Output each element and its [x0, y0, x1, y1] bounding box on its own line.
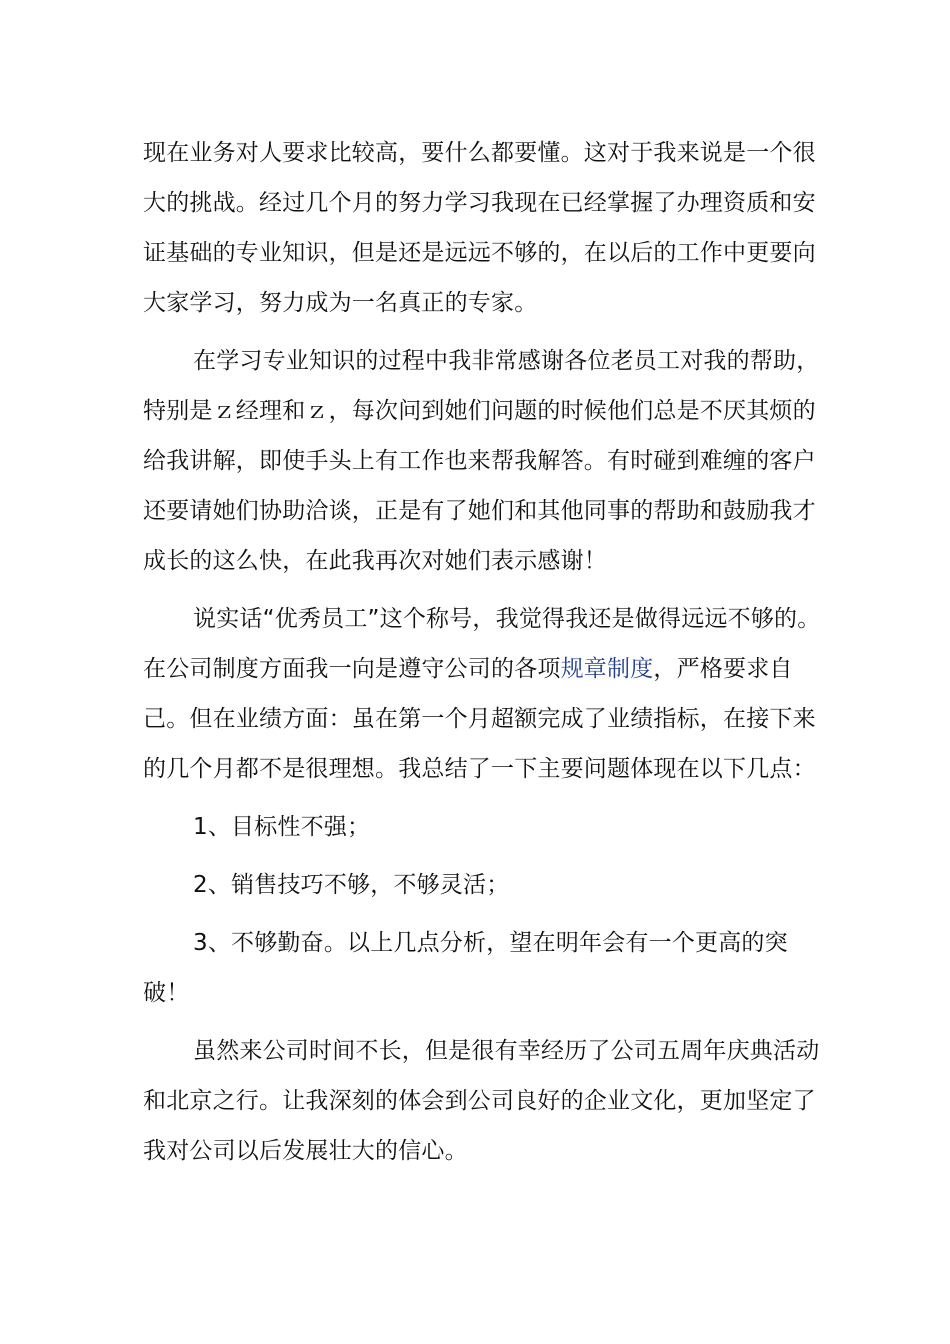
paragraph-business-requirements: 现在业务对人要求比较高，要什么都要懂。这对于我来说是一个很大的挑战。经过几个月的努力学习我现在已经掌握了办理资质和安证基础的专业知识，但是还是远远不够的，在以后的工作中更要向大家学习，努力成为一名真正的专家。 — [143, 140, 816, 316]
paragraph-excellent-employee-part1: 说实话“优秀员工”这个称号，我觉得我还是做得远远不够的。在公司制度方面我一向是遵守公司的各项 — [143, 606, 821, 682]
list-item-sales-skill: 2、销售技巧不够，不够灵活； — [193, 872, 510, 898]
document-body — [143, 128, 823, 1176]
paragraph-company-culture: 虽然来公司时间不长，但是很有幸经历了公司五周年庆典活动和北京之行。让我深刻的体会到公司良好的企业文化，更加坚定了我对公司以后发展壮大的信心。 — [143, 1038, 820, 1164]
rules-link[interactable]: 规章制度 — [560, 656, 654, 682]
paragraph-excellent-employee-part2: ，严格要求自己。但在业绩方面：虽在第一个月超额完成了业绩指标，在接下来的几个月都不是很理想。我总结了一下主要问题体现在以下几点： — [143, 656, 816, 782]
paragraph-thanks-colleagues: 在学习专业知识的过程中我非常感谢各位老员工对我的帮助，特别是ｚ经理和ｚ，每次问到她们问题的时候他们总是不厌其烦的给我讲解，即使手头上有工作也来帮我解答。有时碰到难缠的客户还要请她们协助洽谈，正是有了她们和其他同事的帮助和鼓励我才成长的这么快，在此我再次对她们表示感谢！ — [143, 348, 820, 574]
paragraph-excellent-employee — [143, 594, 823, 794]
list-item-goal: 1、目标性不强； — [193, 814, 371, 840]
list-item-diligence: 3、不够勤奋。以上几点分析，望在明年会有一个更高的突破！ — [143, 930, 788, 1006]
